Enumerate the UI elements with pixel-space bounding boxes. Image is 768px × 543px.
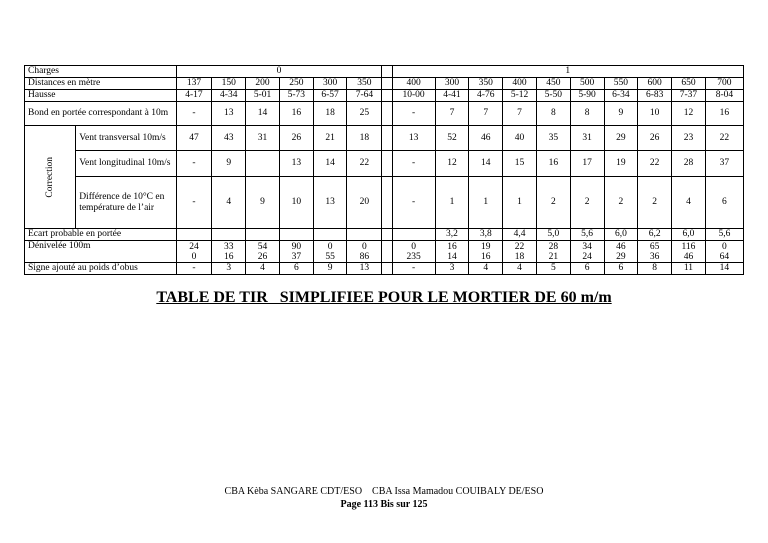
table-row (25, 90, 744, 102)
table-row (25, 78, 744, 90)
table-cell: 350 (469, 78, 503, 90)
table-cell: 5-73 (279, 90, 313, 102)
table-cell (246, 241, 280, 263)
denivelee-top-value: 90 (291, 241, 302, 252)
table-cell: 22 (638, 151, 672, 177)
charge-group-1: 1 (392, 66, 743, 78)
denivelee-bottom-value: 16 (481, 251, 491, 262)
denivelee-bottom-value: 37 (291, 251, 302, 262)
table-cell: 46 (469, 126, 503, 151)
table-cell: 450 (536, 78, 570, 90)
table-cell: 137 (176, 78, 212, 90)
denivelee-bottom-value: 235 (406, 251, 421, 262)
table-cell (176, 241, 212, 263)
table-cell: 650 (672, 78, 706, 90)
table-cell (705, 241, 743, 263)
table-cell: 7 (435, 102, 469, 126)
denivelee-top-value: 19 (481, 241, 491, 252)
table-cell: 5 (536, 263, 570, 275)
spacer-cell (382, 229, 392, 241)
table-cell (279, 229, 313, 241)
table-cell: 10 (638, 102, 672, 126)
table-cell: 28 (672, 151, 706, 177)
table-cell: 4-76 (469, 90, 503, 102)
row-label-hausse: Hausse (25, 90, 177, 102)
table-cell: 1 (435, 177, 469, 229)
denivelee-bottom-value: 21 (548, 251, 559, 262)
table-row (25, 241, 744, 263)
spacer-cell (382, 151, 392, 177)
table-cell: - (392, 263, 435, 275)
table-cell: 43 (212, 126, 246, 151)
table-cell: 3,2 (435, 229, 469, 241)
denivelee-bottom-value: 0 (191, 251, 197, 262)
table-cell: 37 (705, 151, 743, 177)
table-cell: 25 (347, 102, 382, 126)
table-cell: 10-00 (392, 90, 435, 102)
denivelee-top-value: 34 (582, 241, 592, 252)
table-cell (536, 241, 570, 263)
table-cell: 6-83 (638, 90, 672, 102)
denivelee-bottom-value: 64 (719, 251, 730, 262)
denivelee-top-value: 54 (257, 241, 268, 252)
table-cell: 5,6 (570, 229, 604, 241)
table-cell (392, 229, 435, 241)
table-cell: 7-37 (672, 90, 706, 102)
table-cell: 26 (279, 126, 313, 151)
table-cell: 17 (570, 151, 604, 177)
table-cell (469, 241, 503, 263)
table-cell: 40 (503, 126, 537, 151)
denivelee-top-value: 0 (362, 241, 367, 252)
denivelee-top-value: 116 (681, 241, 696, 252)
correction-label: Correction (44, 156, 55, 198)
table-cell: 6-34 (604, 90, 638, 102)
table-cell: 6 (570, 263, 604, 275)
table-cell (246, 229, 280, 241)
denivelee-bottom-value: 36 (649, 251, 660, 262)
table-row (25, 229, 744, 241)
table-cell: 35 (536, 126, 570, 151)
table-cell: 16 (536, 151, 570, 177)
table-cell (347, 229, 382, 241)
table-cell (392, 241, 435, 263)
denivelee-bottom-value: 46 (683, 251, 694, 262)
table-cell: 7 (503, 102, 537, 126)
table-cell: 600 (638, 78, 672, 90)
table-cell (176, 229, 212, 241)
table-cell: - (176, 102, 212, 126)
spacer-cell (382, 102, 392, 126)
table-row (25, 102, 744, 126)
table-cell: 13 (313, 177, 347, 229)
table-cell (212, 229, 246, 241)
table-cell: 14 (705, 263, 743, 275)
table-cell: 6 (705, 177, 743, 229)
table-cell: 47 (176, 126, 212, 151)
table-cell (570, 241, 604, 263)
table-cell: 4 (503, 263, 537, 275)
table-cell: 16 (705, 102, 743, 126)
spacer-cell (382, 241, 392, 263)
table-cell: 3 (435, 263, 469, 275)
table-cell: 7 (469, 102, 503, 126)
table-cell: 13 (347, 263, 382, 275)
denivelee-bottom-value: 24 (582, 251, 592, 262)
spacer-cell (382, 66, 392, 78)
row-label-vent_transversal: Vent transversal 10m/s (76, 126, 176, 151)
table-cell: 20 (347, 177, 382, 229)
denivelee-bottom-value: 16 (224, 251, 234, 262)
table-cell: 23 (672, 126, 706, 151)
denivelee-top-value: 16 (447, 241, 457, 252)
table-cell: 19 (604, 151, 638, 177)
table-cell: 8 (638, 263, 672, 275)
table-cell (279, 241, 313, 263)
table-cell: 16 (279, 102, 313, 126)
table-cell: - (392, 151, 435, 177)
table-cell: 6-57 (313, 90, 347, 102)
table-cell: 4 (212, 177, 246, 229)
table-cell: 400 (503, 78, 537, 90)
footer-page-number: Page 113 Bis sur 125 (340, 499, 428, 510)
table-cell: 6 (604, 263, 638, 275)
table-cell: 18 (347, 126, 382, 151)
table-cell: 4 (246, 263, 280, 275)
table-cell: - (176, 263, 212, 275)
table-cell: 29 (604, 126, 638, 151)
denivelee-top-value: 28 (548, 241, 559, 252)
table-cell: 9 (604, 102, 638, 126)
denivelee-bottom-value: 26 (257, 251, 268, 262)
table-cell: 2 (536, 177, 570, 229)
table-row (25, 151, 744, 177)
footer-authors: CBA Kèba SANGARE CDT/ESO CBA Issa Mamadou COUIBALY DE/ESO (224, 486, 544, 497)
table-cell: 5,0 (536, 229, 570, 241)
table-cell: 9 (212, 151, 246, 177)
table-cell: 14 (469, 151, 503, 177)
table-cell: 7-64 (347, 90, 382, 102)
table-cell (638, 241, 672, 263)
table-cell (435, 241, 469, 263)
table-row (25, 177, 744, 229)
table-cell: 9 (246, 177, 280, 229)
row-label-bond: Bond en portée correspondant à 10m (25, 102, 177, 126)
spacer-cell (382, 126, 392, 151)
table-cell (672, 241, 706, 263)
denivelee-top-value: 0 (722, 241, 727, 252)
table-cell (313, 241, 347, 263)
table-cell: 5-90 (570, 90, 604, 102)
row-label-ecart_probable: Ecart probable en portée (25, 229, 177, 241)
row-label-distances: Distances en mètre (25, 78, 177, 90)
table-cell: 31 (570, 126, 604, 151)
denivelee-bottom-value: 14 (447, 251, 457, 262)
table-cell: 8-04 (705, 90, 743, 102)
table-cell: 8 (536, 102, 570, 126)
table-cell: 6,2 (638, 229, 672, 241)
table-cell: 10 (279, 177, 313, 229)
table-cell: 300 (313, 78, 347, 90)
table-cell: 5-12 (503, 90, 537, 102)
table-cell: 500 (570, 78, 604, 90)
table-cell: 5-50 (536, 90, 570, 102)
table-cell (347, 241, 382, 263)
row-label-difference_temperature: Différence de 10°C en température de l’air (76, 177, 176, 229)
table-cell: 350 (347, 78, 382, 90)
table-cell: 52 (435, 126, 469, 151)
denivelee-top-value: 0 (411, 241, 416, 252)
table-cell: 14 (246, 102, 280, 126)
denivelee-bottom-value: 18 (514, 251, 525, 262)
table-cell: 250 (279, 78, 313, 90)
spacer-cell (382, 78, 392, 90)
denivelee-top-value: 46 (616, 241, 626, 252)
denivelee-top-value: 65 (649, 241, 660, 252)
table-cell: 18 (313, 102, 347, 126)
table-cell: 6,0 (672, 229, 706, 241)
table-cell: - (176, 151, 212, 177)
table-cell: 13 (212, 102, 246, 126)
firing-table (24, 65, 744, 275)
correction-label-cell (25, 126, 76, 229)
table-cell: 13 (392, 126, 435, 151)
denivelee-top-value: 24 (189, 241, 199, 252)
table-cell (313, 229, 347, 241)
table-cell: 4-41 (435, 90, 469, 102)
table-cell: 4 (672, 177, 706, 229)
table-cell: 8 (570, 102, 604, 126)
table-cell: 21 (313, 126, 347, 151)
page-title: TABLE DE TIR SIMPLIFIEE POUR LE MORTIER DE 60 m/m (156, 289, 612, 306)
table-cell: - (392, 102, 435, 126)
table-row (25, 263, 744, 275)
table-cell (246, 151, 280, 177)
table-cell: 300 (435, 78, 469, 90)
table-cell: 5,6 (705, 229, 743, 241)
charges-label: Charges (25, 66, 177, 78)
table-cell: 700 (705, 78, 743, 90)
table-cell: - (392, 177, 435, 229)
spacer-cell (382, 90, 392, 102)
table-cell: 150 (212, 78, 246, 90)
table-cell (503, 241, 537, 263)
table-cell: 31 (246, 126, 280, 151)
table-cell: - (176, 177, 212, 229)
denivelee-top-value: 22 (514, 241, 525, 252)
table-cell: 9 (313, 263, 347, 275)
row-label-signe_ajoute: Signe ajouté au poids d’obus (25, 263, 177, 275)
table-cell: 4,4 (503, 229, 537, 241)
table-cell: 1 (503, 177, 537, 229)
table-cell: 22 (347, 151, 382, 177)
denivelee-bottom-value: 86 (359, 251, 370, 262)
table-cell: 200 (246, 78, 280, 90)
table-cell (604, 241, 638, 263)
table-cell: 12 (672, 102, 706, 126)
table-cell: 2 (570, 177, 604, 229)
table-cell: 400 (392, 78, 435, 90)
table-cell: 4-34 (212, 90, 246, 102)
table-cell: 6 (279, 263, 313, 275)
spacer-cell (382, 177, 392, 229)
denivelee-bottom-value: 29 (616, 251, 626, 262)
denivelee-top-value: 33 (224, 241, 234, 252)
table-cell: 11 (672, 263, 706, 275)
table-cell: 4 (469, 263, 503, 275)
table-row (25, 126, 744, 151)
table-cell: 2 (604, 177, 638, 229)
table-cell: 3 (212, 263, 246, 275)
row-label-vent_longitudinal: Vent longitudinal 10m/s (76, 151, 176, 177)
table-cell: 4-17 (176, 90, 212, 102)
table-cell: 26 (638, 126, 672, 151)
table-cell: 14 (313, 151, 347, 177)
table-row (25, 66, 744, 78)
table-cell: 5-01 (246, 90, 280, 102)
denivelee-top-value: 0 (327, 241, 333, 252)
table-cell: 550 (604, 78, 638, 90)
table-cell: 13 (279, 151, 313, 177)
table-cell: 6,0 (604, 229, 638, 241)
charge-group-0: 0 (176, 66, 382, 78)
table-cell: 3,8 (469, 229, 503, 241)
row-label-denivelee: Dénivelée 100m (25, 241, 177, 263)
table-cell: 22 (705, 126, 743, 151)
table-cell: 2 (638, 177, 672, 229)
table-cell (212, 241, 246, 263)
denivelee-bottom-value: 55 (325, 251, 335, 262)
table-cell: 12 (435, 151, 469, 177)
spacer-cell (382, 263, 392, 275)
table-cell: 1 (469, 177, 503, 229)
table-cell: 15 (503, 151, 537, 177)
